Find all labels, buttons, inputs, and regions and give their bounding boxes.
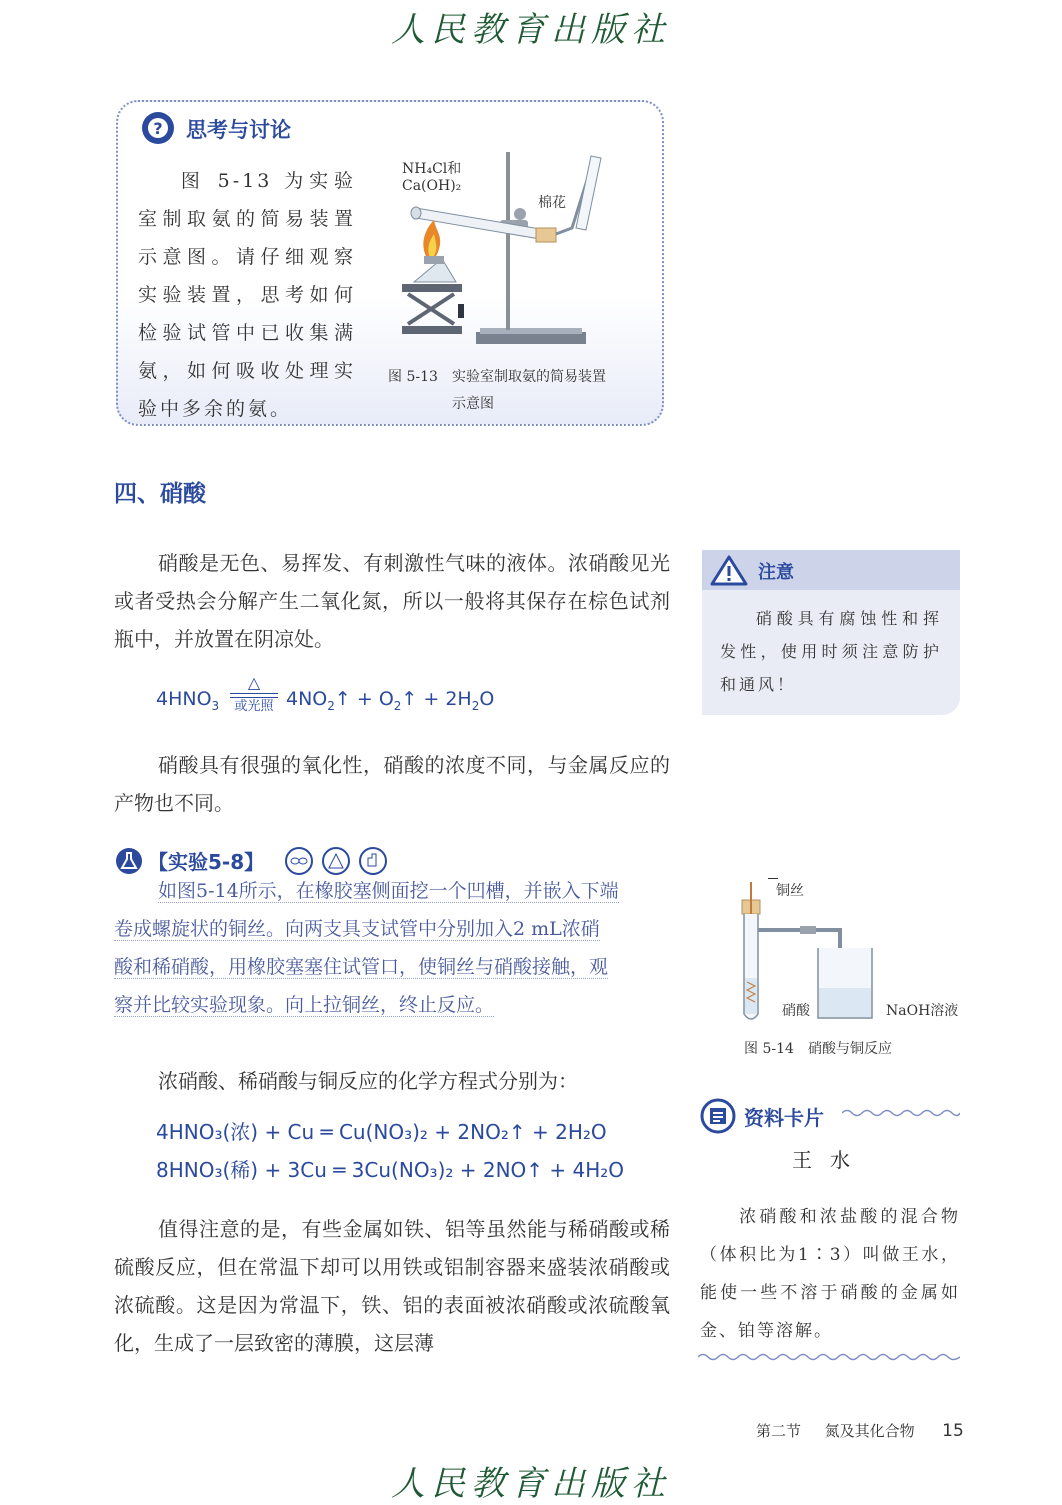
paragraph-3: 浓硝酸、稀硝酸与铜反应的化学方程式分别为： — [158, 1069, 578, 1093]
note-body: 硝酸具有腐蚀性和挥发性，使用时须注意防护和通风！ — [720, 609, 942, 694]
figure-5-14-number: 图 5-14 — [744, 1041, 794, 1057]
label-naoh: NaOH溶液 — [886, 1003, 959, 1019]
paragraph-2: 硝酸具有很强的氧化性，硝酸的浓度不同，与金属反应的产物也不同。 — [114, 753, 670, 815]
svg-text:?: ? — [153, 119, 163, 138]
equation-decomposition: $4HNO_3$ — [156, 688, 220, 713]
label-reagent-1: NH₄Cl和 — [402, 161, 462, 177]
equation-products: $4NO_2↑$ + $O_2↑ + 2H_2O$ — [286, 688, 495, 713]
page-footer — [756, 1420, 964, 1441]
equation-dilute: 8HNO₃(稀) + 3Cu ═ 3Cu(NO₃)₂ + 2NO↑ + 4H₂O — [156, 1158, 625, 1182]
experiment-body: 如图5-14所示，在橡胶塞侧面挖一个凹槽，并嵌入下端 卷成螺旋状的铜丝。向两支具支试管中分别加入2 mL浓硝 酸和稀硝酸，用橡胶塞塞住试管口，使铜丝与硝酸接触，观 察并比较实验现象。向上拉铜丝，终止反应。 — [114, 880, 619, 1016]
think-box-title: 思考与讨论 — [186, 118, 291, 142]
label-reagent-2: Ca(OH)₂ — [402, 178, 462, 194]
label-nitric-acid: 硝酸 — [782, 1003, 810, 1019]
label-cotton: 棉花 — [538, 195, 566, 211]
paragraph-1: 硝酸是无色、易挥发、有刺激性气味的液体。浓硝酸见光或者受热会分解产生二氧化氮，所以一般将其保存在棕色试剂瓶中，并放置在阴凉处。 — [114, 551, 670, 651]
page-number: 15 — [942, 1421, 964, 1441]
warning-icon — [710, 554, 748, 586]
think-box-body: 图 5-13 为实验室制取氨的简易装置示意图。请仔细观察实验装置，思考如何检验试管中已收集满氨，如何吸收处理实验中多余的氨。 — [138, 170, 356, 420]
question-bubble-icon — [140, 110, 180, 146]
wavy-divider-top — [842, 1106, 960, 1120]
figure-5-13-caption: 实验室制取氨的简易装置 — [452, 369, 606, 385]
ventilation-icon — [323, 848, 349, 874]
label-copper-wire: 铜丝 — [776, 883, 804, 899]
paragraph-4: 值得注意的是，有些金属如铁、铝等虽然能与稀硝酸或稀硫酸反应，但在常温下却可以用铁或铝制容器来盛装浓硝酸或浓硫酸。这是因为常温下，铁、铝的表面被浓硝酸或浓硫酸氧化，生成了一层致密的薄膜，这层薄 — [114, 1217, 670, 1355]
info-card-body: 浓硝酸和浓盐酸的混合物（体积比为1∶3）叫做王水，能使一些不溶于硝酸的金属如金、铂等溶解。 — [700, 1207, 960, 1341]
info-card-title: 资料卡片 — [744, 1106, 824, 1130]
figure-5-14-caption: 硝酸与铜反应 — [808, 1041, 892, 1057]
copper-nitric-acid-figure — [740, 878, 890, 1028]
footer-section: 第二节 — [756, 1422, 802, 1440]
equation-condition: △ 或光照 — [230, 674, 278, 715]
figure-5-13-caption-line2: 示意图 — [452, 396, 494, 412]
info-card-icon — [700, 1098, 736, 1134]
publisher-logo: 人民教育出版社 — [391, 10, 671, 50]
section-heading: 四、硝酸 — [114, 481, 206, 507]
footer-chapter: 氮及其化合物 — [824, 1422, 915, 1440]
info-card-subtitle: 王水 — [792, 1148, 868, 1172]
figure-5-13-number: 图 5-13 — [388, 369, 438, 385]
wavy-divider-bottom — [698, 1350, 960, 1364]
note-title: 注意 — [758, 562, 794, 583]
experiment-title: 【实验5-8】 — [148, 850, 265, 874]
publisher-logo-bottom: 人民教育出版社 — [391, 1464, 671, 1504]
wash-hands-icon — [360, 848, 386, 874]
equation-concentrated: 4HNO₃(浓) + Cu ═ Cu(NO₃)₂ + 2NO₂↑ + 2H₂O — [156, 1120, 607, 1144]
